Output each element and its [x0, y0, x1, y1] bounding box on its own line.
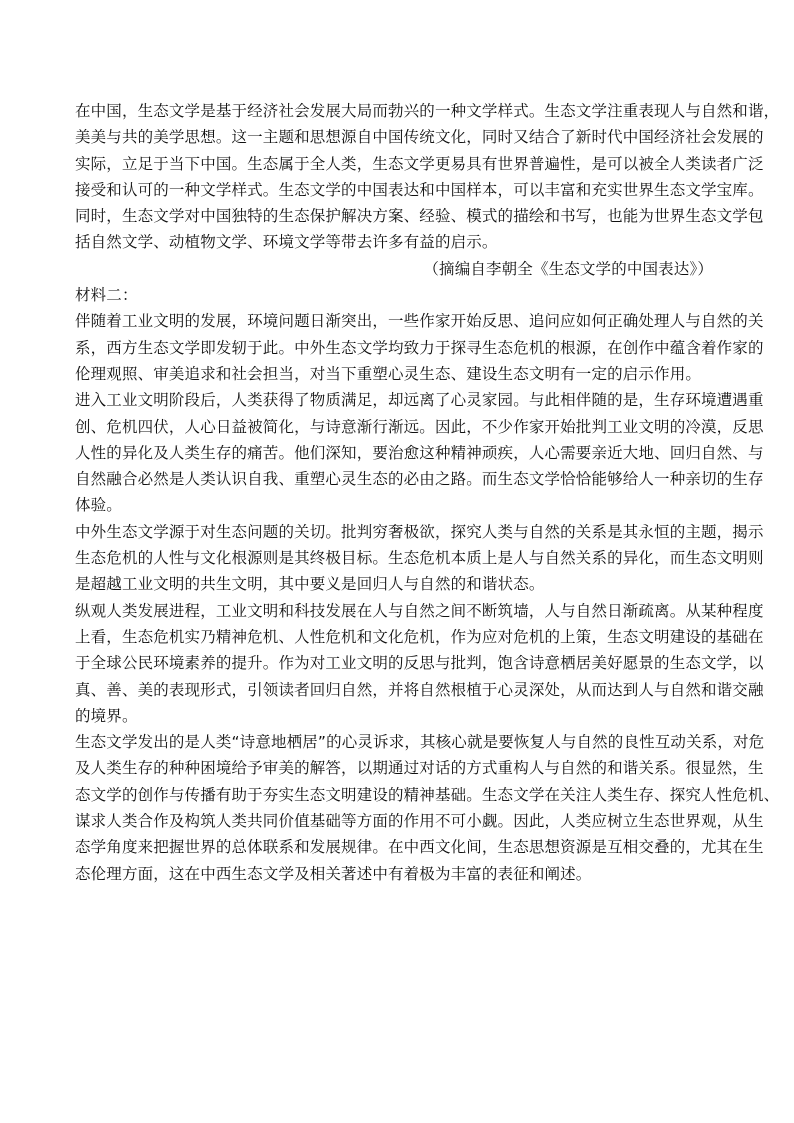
paragraph-line: 谋求人类合作及构筑人类共同价值基础等方面的作用不可小觑。因此，人类应树立生态世界观，从生: [75, 812, 764, 831]
paragraph-line: 括自然文学、动植物文学、环境文学等带去许多有益的启示。: [75, 233, 498, 252]
paragraph-line: 上看，生态危机实乃精神危机、人性危机和文化危机，作为应对危机的上策，生态文明建设的基础在: [75, 627, 764, 646]
paragraph-line: 态文学的创作与传播有助于夯实生态文明建设的精神基础。生态文学在关注人类生存、探究人性危机、: [75, 785, 780, 804]
paragraph-line: 于全球公民环境素养的提升。作为对工业文明的反思与批判，饱含诗意栖居美好愿景的生态文学，以: [75, 654, 764, 673]
paragraph-line: 生态文学发出的是人类“诗意地栖居”的心灵诉求，其核心就是要恢复人与自然的良性互动关系，对危: [75, 733, 765, 752]
paragraph-line: 是超越工业文明的共生文明，其中要义是回归人与自然的和谐状态。: [75, 575, 545, 594]
paragraph-line: 在中国，生态文学是基于经济社会发展大局而勃兴的一种文学样式。生态文学注重表现人与自然和谐，: [75, 102, 780, 120]
paragraph-line: 进入工业文明阶段后，人类获得了物质满足，却远离了心灵家园。与此相伴随的是，生存环境遭遇重: [75, 391, 764, 410]
paragraph-line: 创、危机四伏，人心日益被简化，与诗意渐行渐远。因此，不少作家开始批判工业文明的冷漠，反思: [75, 417, 764, 436]
document-page: [75, 98, 780, 887]
paragraph-line: 美美与共的美学思想。这一主题和思想源自中国传统文化，同时又结合了新时代中国经济社会发展的: [75, 128, 764, 147]
paragraph-line: 伴随着工业文明的发展，环境问题日渐突出，一些作家开始反思、追问应如何正确处理人与自然的关: [75, 312, 764, 331]
paragraph-line: 人性的异化及人类生存的痛苦。他们深知，要治愈这种精神顽疾，人心需要亲近大地、回归自然、与: [75, 443, 764, 462]
paragraph-line: 中外生态文学源于对生态问题的关切。批判穷奢极欲，探究人类与自然的关系是其永恒的主题，揭示: [75, 522, 764, 541]
paragraph-line: 态伦理方面，这在中西生态文学及相关著述中有着极为丰富的表征和阐述。: [75, 864, 592, 883]
paragraph-line: 真、善、美的表现形式，引领读者回归自然，并将自然根植于心灵深处，从而达到人与自然和谐交融: [75, 680, 764, 699]
paragraph-line: 系，西方生态文学即发轫于此。中外生态文学均致力于探寻生态危机的根源，在创作中蕴含着作家的: [75, 338, 764, 357]
paragraph-line: 体验。: [75, 496, 122, 515]
paragraph-line: 态学角度来把握世界的总体联系和发展规律。在中西文化间，生态思想资源是互相交叠的，尤其在生: [75, 838, 764, 857]
paragraph-line: 接受和认可的一种文学样式。生态文学的中国表达和中国样本，可以丰富和充实世界生态文学宝库。: [75, 180, 764, 199]
paragraph-line: 伦理观照、审美追求和社会担当，对当下重塑心灵生态、建设生态文明有一定的启示作用。: [75, 364, 702, 383]
paragraph-line: 的境界。: [75, 706, 138, 725]
paragraph-line: 实际，立足于当下中国。生态属于全人类，生态文学更易具有世界普遍性，是可以被全人类读者广泛: [75, 154, 764, 173]
source-citation: （摘编自李朝全《生态文学的中国表达》）: [423, 259, 713, 278]
paragraph-line: 同时，生态文学对中国独特的生态保护解决方案、经验、模式的描绘和书写，也能为世界生态文学包: [75, 207, 764, 226]
paragraph-line: 自然融合必然是人类认识自我、重塑心灵生态的必由之路。而生态文学恰恰能够给人一种亲切的生存: [75, 470, 764, 489]
paragraph-line: 及人类生存的种种困境给予审美的解答，以期通过对话的方式重构人与自然的和谐关系。很显然，生: [75, 759, 764, 778]
paragraph-line: 生态危机的人性与文化根源则是其终极目标。生态危机本质上是人与自然关系的异化，而生态文明则: [75, 549, 764, 568]
paragraph-line: 纵观人类发展进程，工业文明和科技发展在人与自然之间不断筑墙，人与自然日渐疏离。从某种程度: [75, 601, 764, 620]
section-heading: 材料二：: [75, 286, 138, 305]
